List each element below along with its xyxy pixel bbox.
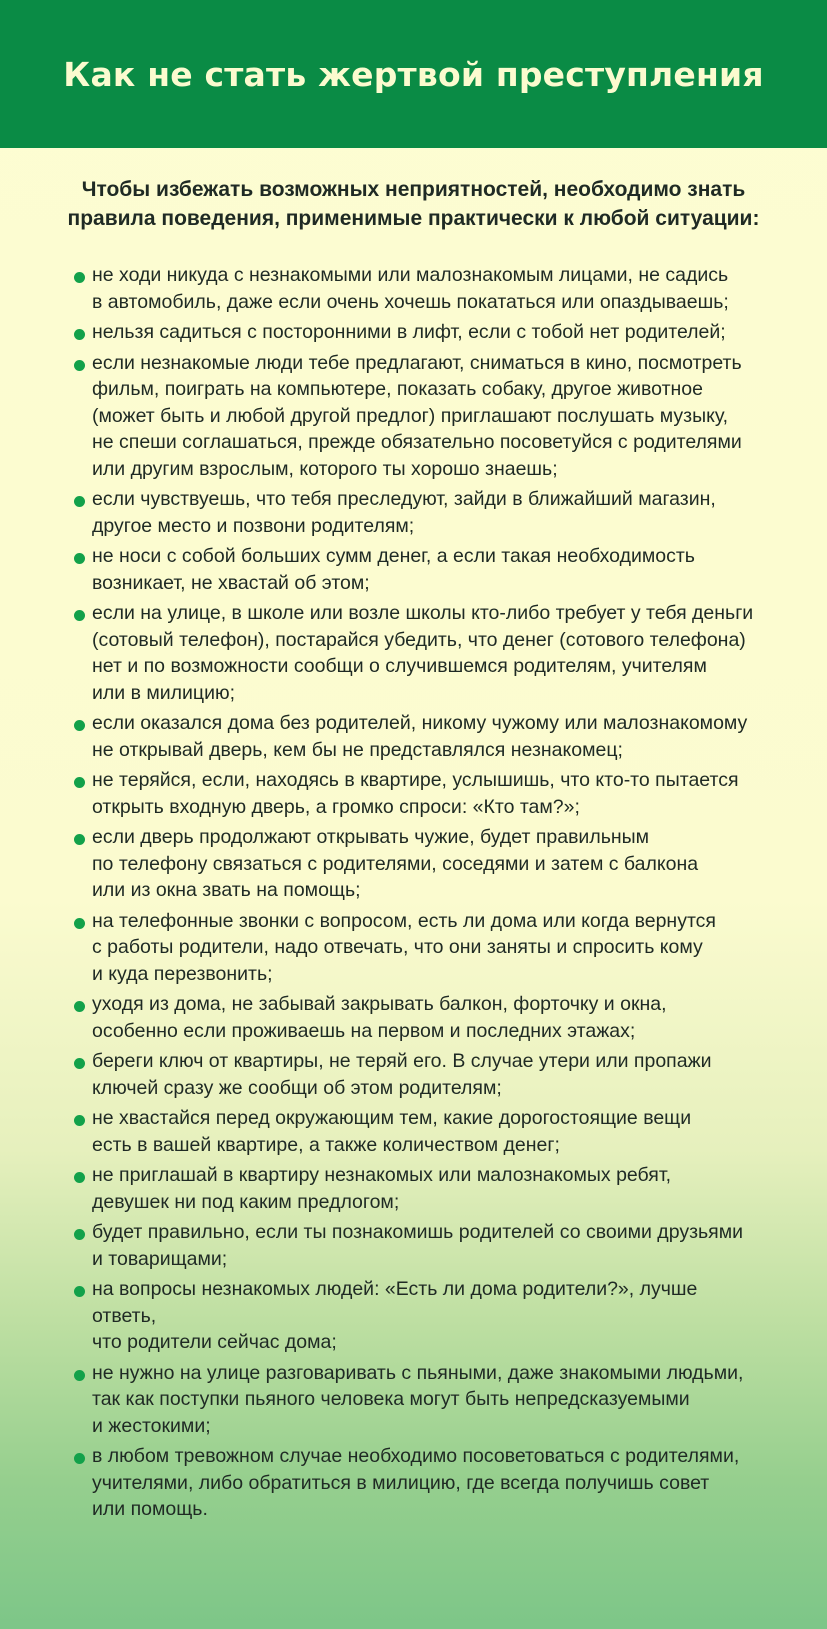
rule-text [92,1105,764,1158]
rule-text [92,486,764,539]
rule-line: или в милицию; [92,681,236,704]
bullet-dot-icon [74,1453,85,1464]
rule-item [74,1360,764,1440]
rule-text [92,1048,764,1101]
rule-line: в любом тревожном случае необходимо посоветоваться с родителями, [92,1445,740,1467]
rule-line: что родители сейчас дома; [92,1331,337,1353]
rule-item [74,1162,764,1215]
rule-line: если оказался дома без родителей, никому чужому или малознакомому [92,712,748,734]
rule-item [74,543,764,596]
rule-line: уходя из дома, не забывай закрывать балкон, форточку и окна, [92,993,667,1015]
rule-item [74,824,764,904]
rule-line: девушек ни под каким предлогом; [92,1190,400,1213]
rule-item [74,262,764,315]
rule-item [74,991,764,1044]
rule-line: (может быть и любой другой предлог) приглашают послушать музыку, [92,404,729,427]
rule-line: на телефонные звонки с вопросом, есть ли дома или когда вернутся [92,909,716,932]
bullet-dot-icon [74,496,85,507]
rule-line: нет и по возможности сообщи о случившемся родителям, учителям [92,655,707,677]
bullet-dot-icon [74,1370,85,1381]
rule-line: не спеши соглашаться, прежде обязательно посоветуйся с родителями [92,431,742,453]
rule-line: другое место и позвони родителям; [92,514,415,537]
rule-text [92,350,764,483]
rule-line: в автомобиль, даже если очень хочешь покататься или опаздываешь; [92,290,729,313]
rule-text [92,824,764,904]
rule-item [74,1276,764,1356]
rule-line: фильм, поиграть на компьютере, показать собаку, другое животное [92,378,703,400]
bullet-dot-icon [74,272,85,283]
intro-text [40,175,787,233]
rule-line: возникает, не хвастай об этом; [92,571,370,594]
rule-item [74,350,764,483]
rule-item [74,1219,764,1272]
rule-text [92,1276,764,1356]
rule-item [74,486,764,539]
rules-list [74,262,764,1527]
rule-line: если незнакомые люди тебе предлагают, сниматься в кино, посмотреть [92,351,742,374]
intro-line: правила поведения, применимые практически к любой ситуации: [67,207,760,230]
rule-item [74,1443,764,1523]
rule-text [92,600,764,706]
rule-text [92,543,764,596]
rule-line: на вопросы незнакомых людей: «Есть ли дома родители?», лучше ответь, [92,1278,698,1327]
rule-line: по телефону связаться с родителями, соседями и затем с балкона [92,852,699,875]
rule-line: нельзя садиться с посторонними в лифт, если с тобой нет родителей; [92,321,726,343]
rule-item [74,600,764,706]
bullet-dot-icon [74,553,85,564]
rule-line: если дверь продолжают открывать чужие, будет правильным [92,826,650,848]
rule-line: не носи с собой больших сумм денег, а если такая необходимость [92,545,695,567]
bullet-dot-icon [74,1286,85,1297]
rule-text [92,991,764,1044]
bullet-dot-icon [74,1001,85,1012]
rule-text [92,1219,764,1272]
rule-item [74,767,764,820]
rule-line: открыть входную дверь, а громко спроси: «Кто там?»; [92,795,580,818]
rule-line: не нужно на улице разговаривать с пьяными, даже знакомыми людьми, [92,1361,744,1384]
bullet-dot-icon [74,1229,85,1240]
rule-line: не теряйся, если, находясь в квартире, услышишь, что кто-то пытается [92,769,739,791]
rule-line: учителями, либо обратиться в милицию, где всегда получишь совет [92,1471,710,1494]
rule-line: если чувствуешь, что тебя преследуют, зайди в ближайший магазин, [92,488,716,510]
bullet-dot-icon [74,720,85,731]
rule-line: если на улице, в школе или возле школы кто-либо требует у тебя деньги [92,602,754,624]
rule-line: береги ключ от квартиры, не теряй его. В случае утери или пропажи [92,1050,712,1072]
rule-item [74,1105,764,1158]
rule-line: не хвастайся перед окружающим тем, какие дорогостоящие вещи [92,1107,692,1129]
rule-line: или другим взрослым, которого ты хорошо знаешь; [92,457,558,480]
rule-line: или помощь. [92,1498,208,1520]
rule-item [74,1048,764,1101]
rule-line: с работы родители, надо отвечать, что они заняты и спросить кому [92,936,703,958]
rule-text [92,262,764,315]
rule-item [74,319,764,346]
rule-text [92,908,764,988]
rule-text [92,767,764,820]
rule-line: не ходи никуда с незнакомыми или малознакомым лицами, не садись [92,264,729,286]
rule-text [92,1360,764,1440]
bullet-dot-icon [74,777,85,788]
rule-line: будет правильно, если ты познакомишь родителей со своими друзьями [92,1221,744,1243]
rule-line: особенно если проживаешь на первом и последних этажах; [92,1019,636,1042]
bullet-dot-icon [74,329,85,340]
rule-text [92,710,764,763]
intro-line: Чтобы избежать возможных неприятностей, необходимо знать [81,178,746,201]
bullet-dot-icon [74,1115,85,1126]
rule-item [74,710,764,763]
bullet-dot-icon [74,1172,85,1183]
rule-line: не приглашай в квартиру незнакомых или малознакомых ребят, [92,1164,672,1186]
bullet-dot-icon [74,610,85,621]
rule-line: ключей сразу же сообщи об этом родителям; [92,1076,502,1099]
rule-line: (сотовый телефон), постарайся убедить, что денег (сотового телефона) [92,628,746,651]
rule-text [92,1443,764,1523]
rule-line: и жестокими; [92,1414,211,1437]
rule-text [92,319,764,346]
rule-line: и куда перезвонить; [92,962,273,985]
rule-item [74,908,764,988]
rule-line: или из окна звать на помощь; [92,879,361,901]
bullet-dot-icon [74,360,85,371]
rule-line: так как поступки пьяного человека могут быть непредсказуемыми [92,1388,690,1410]
rule-line: и товарищами; [92,1247,228,1270]
bullet-dot-icon [74,834,85,845]
bullet-dot-icon [74,1058,85,1069]
rule-text [92,1162,764,1215]
bullet-dot-icon [74,918,85,929]
rule-line: не открывай дверь, кем бы не представлялся незнакомец; [92,738,623,761]
header-band [0,0,827,148]
page-title: Как не стать жертвой преступления [63,55,764,94]
rule-line: есть в вашей квартире, а также количеством денег; [92,1133,560,1156]
